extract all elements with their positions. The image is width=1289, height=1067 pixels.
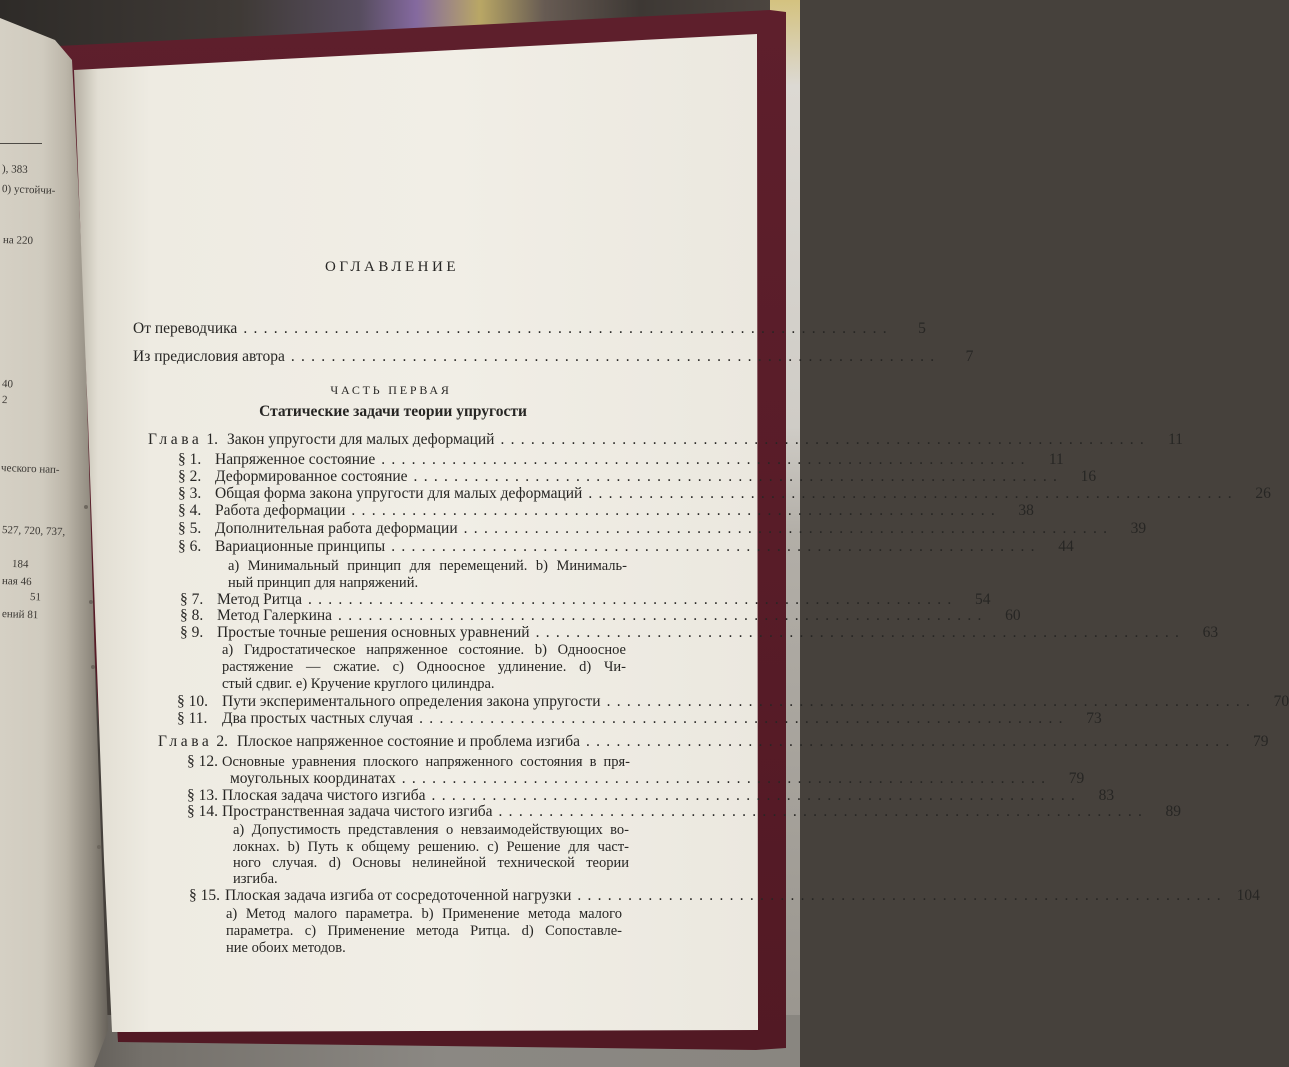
section-title: Два простых частных случая	[222, 710, 414, 727]
left-page-fragment: 184	[11, 558, 29, 571]
section-entry	[180, 624, 1219, 642]
chapter-heading	[158, 733, 1269, 751]
section-entry	[178, 502, 1034, 520]
dot-leader	[588, 485, 1233, 503]
section-title-continuation: моугольных координатах	[230, 770, 396, 787]
toc-entry-translator	[133, 320, 926, 338]
chapter-label: Глава	[148, 431, 203, 448]
subsection-line: параметра. c) Применение метода Ритца. d) Сопоставле-	[226, 923, 622, 939]
section-number: § 3.	[178, 485, 202, 502]
section-title: Вариационные принципы	[215, 538, 386, 555]
page-number: 38	[1018, 502, 1034, 519]
dot-leader	[381, 451, 1026, 469]
left-page-fragment: 527, 720, 737,	[1, 524, 66, 539]
section-title: Пути экспериментального определения закона упругости	[222, 693, 601, 710]
left-page-fragment: ), 383	[1, 163, 28, 176]
binding-stitch	[97, 845, 101, 849]
section-title: Дополнительная работа деформации	[215, 520, 458, 537]
section-entry	[177, 693, 1289, 711]
chapter-label: Глава	[158, 733, 213, 750]
page-number: 39	[1130, 520, 1147, 537]
left-page-fragment: 0) устойчи-	[1, 183, 56, 197]
section-number: § 6.	[178, 538, 202, 555]
page-number: 79	[1068, 770, 1085, 787]
left-page-fragment: на 220	[2, 234, 34, 248]
dot-leader	[419, 710, 1064, 728]
section-title: Основные уравнения плоского напряженного состояния в пря-	[222, 754, 630, 770]
subsection-line: растяжение — сжатие. c) Одноосное удлинение. d) Чи-	[222, 659, 626, 675]
dot-leader	[500, 431, 1145, 449]
section-title: Деформированное состояние	[215, 468, 408, 485]
page-number: 79	[1253, 733, 1269, 750]
section-entry	[187, 753, 632, 771]
dot-leader	[464, 520, 1109, 538]
section-title: Работа деформации	[215, 502, 346, 519]
section-number: § 5.	[178, 520, 202, 537]
page-number: 26	[1255, 485, 1271, 502]
left-page-fragment: 51	[29, 591, 42, 604]
subsection-line: стый сдвиг. e) Кручение круглого цилиндра.	[222, 676, 495, 692]
section-title: Простые точные решения основных уравнений	[217, 624, 530, 641]
chapter-heading	[148, 431, 1183, 449]
section-title: Метод Галеркина	[217, 607, 333, 624]
section-number: § 14.	[187, 803, 218, 820]
page-number: 11	[1048, 451, 1064, 468]
section-entry	[178, 520, 1147, 538]
section-entry	[180, 607, 1021, 625]
section-number: § 4.	[178, 502, 202, 519]
left-page-fragment: ческого нап-	[0, 462, 60, 477]
page-number: 11	[1168, 431, 1183, 448]
chapter-number: 1.	[206, 431, 219, 448]
binding-stitch	[89, 600, 93, 604]
section-entry	[178, 538, 1074, 556]
dot-leader	[586, 733, 1231, 751]
binding-stitch	[84, 505, 88, 509]
section-title: Пространственная задача чистого изгиба	[222, 803, 493, 820]
section-title: Общая форма закона упругости для малых деформаций	[215, 485, 583, 502]
section-number: § 12.	[187, 753, 218, 770]
toc-title: ОГЛАВЛЕНИЕ	[325, 259, 459, 275]
section-number: § 1.	[178, 451, 202, 468]
section-number: § 2.	[178, 468, 202, 485]
left-page-fragment: 40	[1, 378, 14, 391]
section-number: § 8.	[180, 607, 204, 624]
subsection-line: ного случая. d) Основы нелинейной технической теории	[233, 855, 629, 871]
chapter-title: Закон упругости для малых деформаций	[227, 431, 495, 448]
section-number: § 13.	[187, 787, 218, 804]
page-number: 104	[1236, 887, 1260, 904]
subsection-line: a) Минимальный принцип для перемещений. b) Минималь-	[228, 558, 627, 574]
section-entry	[177, 710, 1102, 728]
page-number: 7	[965, 348, 974, 365]
section-number: § 11.	[177, 710, 208, 727]
dot-leader	[391, 538, 1036, 556]
page-number: 54	[975, 591, 991, 608]
section-title: Напряженное состояние	[215, 451, 376, 468]
subsection-line: изгиба.	[233, 871, 278, 887]
dot-leader	[243, 320, 888, 338]
dot-leader	[351, 502, 996, 520]
left-page-rule	[0, 143, 42, 144]
binding-stitch	[91, 665, 95, 669]
page-number: 60	[1005, 607, 1021, 624]
section-entry	[178, 451, 1064, 469]
dot-leader	[402, 770, 1047, 788]
page-number: 5	[918, 320, 926, 337]
chapter-title: Плоское напряженное состояние и проблема изгиба	[237, 733, 580, 750]
section-number: § 10.	[177, 693, 208, 710]
dot-leader	[338, 607, 983, 625]
part-label: ЧАСТЬ ПЕРВАЯ	[330, 383, 452, 397]
subsection-line: ние обоих методов.	[226, 940, 346, 956]
page-number: 63	[1202, 624, 1219, 641]
section-entry	[187, 803, 1182, 821]
entry-title: От переводчика	[133, 320, 238, 337]
section-entry	[189, 887, 1260, 905]
dot-leader	[291, 348, 936, 366]
section-number: § 15.	[189, 887, 220, 904]
subsection-line: a) Допустимость представления о невзаимодействующих во-	[233, 822, 629, 838]
subsection-line: a) Метод малого параметра. b) Применение метода малого	[226, 906, 622, 922]
entry-title: Из предисловия автора	[133, 348, 285, 365]
part-title: Статические задачи теории упругости	[259, 403, 527, 420]
section-title: Плоская задача чистого изгиба	[222, 787, 426, 804]
subsection-line: локнах. b) Путь к общему решению. c) Решение для част-	[233, 839, 629, 855]
dot-leader	[414, 468, 1059, 486]
page-number: 44	[1058, 538, 1074, 555]
subsection-line: ный принцип для напряжений.	[228, 575, 419, 591]
section-number: § 7.	[180, 591, 204, 608]
dot-leader	[499, 803, 1144, 821]
page-number: 70	[1273, 693, 1289, 710]
left-page-fragment: ная 46	[1, 575, 32, 589]
toc-entry-preface	[133, 348, 974, 366]
dot-leader	[577, 887, 1222, 905]
chapter-number: 2.	[216, 733, 229, 750]
dot-leader	[607, 693, 1252, 711]
page-number: 73	[1086, 710, 1102, 727]
section-title: Плоская задача изгиба от сосредоточенной нагрузки	[225, 887, 572, 904]
section-entry	[178, 485, 1271, 503]
section-number: § 9.	[180, 624, 204, 641]
dot-leader	[536, 624, 1181, 642]
left-page-fragment: ений 81	[1, 608, 39, 622]
page-number: 89	[1165, 803, 1182, 820]
section-entry	[178, 468, 1097, 486]
section-title: Метод Ритца	[217, 591, 302, 608]
page-number: 83	[1098, 787, 1115, 804]
left-page-fragment: 2	[1, 394, 8, 407]
page-number: 16	[1080, 468, 1097, 485]
subsection-line: a) Гидростатическое напряженное состояние. b) Одноосное	[222, 642, 626, 658]
section-entry-continuation	[230, 770, 1085, 788]
